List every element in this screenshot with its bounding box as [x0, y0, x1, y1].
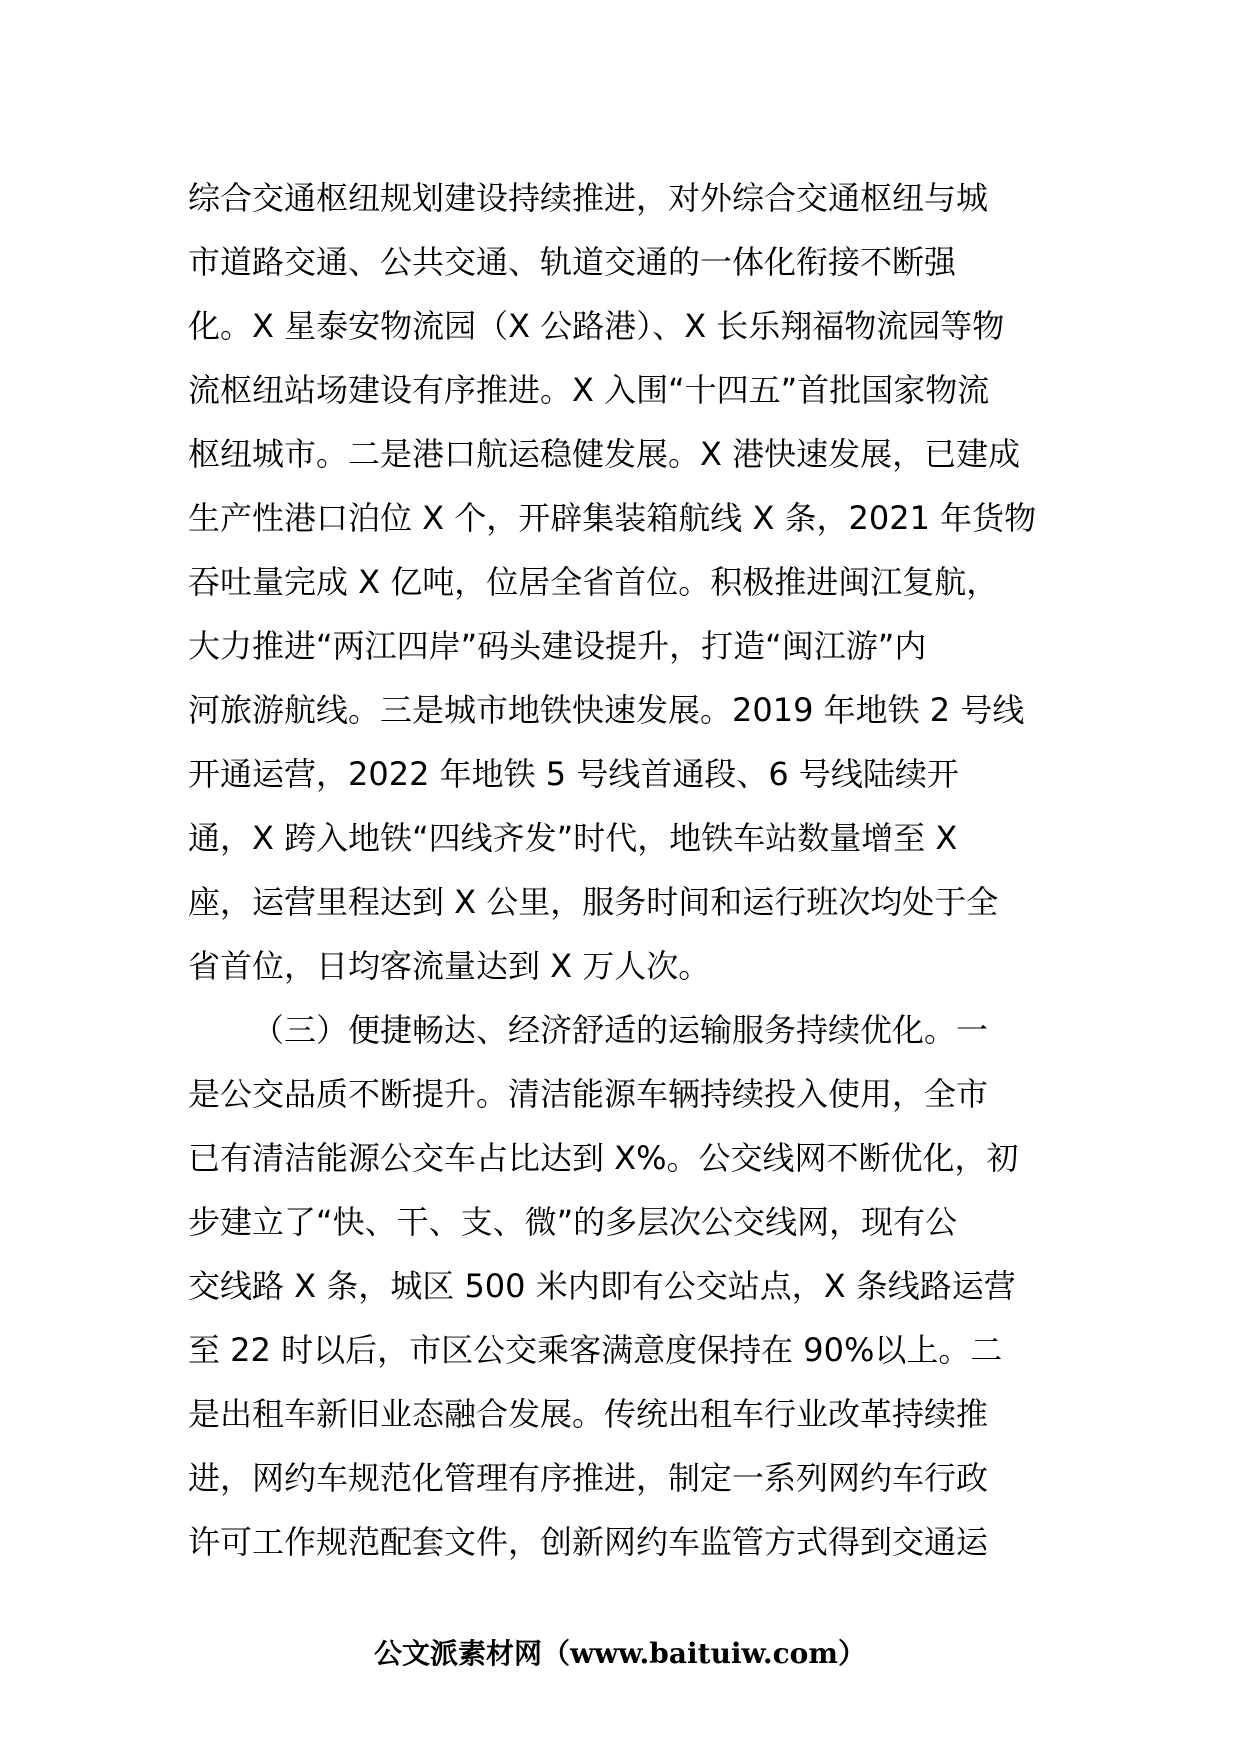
- text-line: 生产性港口泊位 X 个，开辟集装箱航线 X 条，2021 年货物: [188, 499, 1037, 537]
- text-line: 已有清洁能源公交车占比达到 X%。公交线网不断优化，初: [188, 1139, 1019, 1177]
- text-line: 吞吐量完成 X 亿吨，位居全省首位。积极推进闽江复航，: [188, 563, 999, 601]
- text-line: 交线路 X 条，城区 500 米内即有公交站点，X 条线路运营: [188, 1267, 1016, 1305]
- text-line: 通，X 跨入地铁“四线齐发”时代，地铁车站数量增至 X: [188, 819, 958, 857]
- text-line: 是公交品质不断提升。清洁能源车辆持续投入使用，全市: [188, 1075, 989, 1113]
- text-line: 大力推进“两江四岸”码头建设提升，打造“闽江游”内: [188, 627, 927, 665]
- text-line: 省首位，日均客流量达到 X 万人次。: [188, 947, 711, 985]
- paragraph-heading-line: （三）便捷畅达、经济舒适的运输服务持续优化。一: [252, 1011, 989, 1049]
- text-line: 许可工作规范配套文件，创新网约车监管方式得到交通运: [188, 1523, 989, 1561]
- text-line: 河旅游航线。三是城市地铁快速发展。2019 年地铁 2 号线: [188, 691, 1025, 729]
- text-line: 至 22 时以后，市区公交乘客满意度保持在 90%以上。二: [188, 1331, 1003, 1369]
- text-line: 座，运营里程达到 X 公里，服务时间和运行班次均处于全: [188, 883, 999, 921]
- text-line: 开通运营，2022 年地铁 5 号线首通段、6 号线陆续开: [188, 755, 959, 793]
- footer-watermark: 公文派素材网（www.baituiw.com）: [374, 1637, 866, 1670]
- text-line: 综合交通枢纽规划建设持续推进，对外综合交通枢纽与城: [188, 179, 989, 217]
- text-line: 是出租车新旧业态融合发展。传统出租车行业改革持续推: [188, 1395, 989, 1433]
- text-line: 流枢纽站场建设有序推进。X 入围“十四五”首批国家物流: [188, 371, 990, 409]
- text-line: 枢纽城市。二是港口航运稳健发展。X 港快速发展，已建成: [188, 435, 1021, 473]
- text-line: 进，网约车规范化管理有序推进，制定一系列网约车行政: [188, 1459, 989, 1497]
- text-line: 化。X 星泰安物流园（X 公路港）、X 长乐翔福物流园等物: [188, 307, 1005, 345]
- text-line: 市道路交通、公共交通、轨道交通的一体化衔接不断强: [188, 243, 957, 281]
- text-line: 步建立了“快、干、支、微”的多层次公交线网，现有公: [188, 1203, 958, 1241]
